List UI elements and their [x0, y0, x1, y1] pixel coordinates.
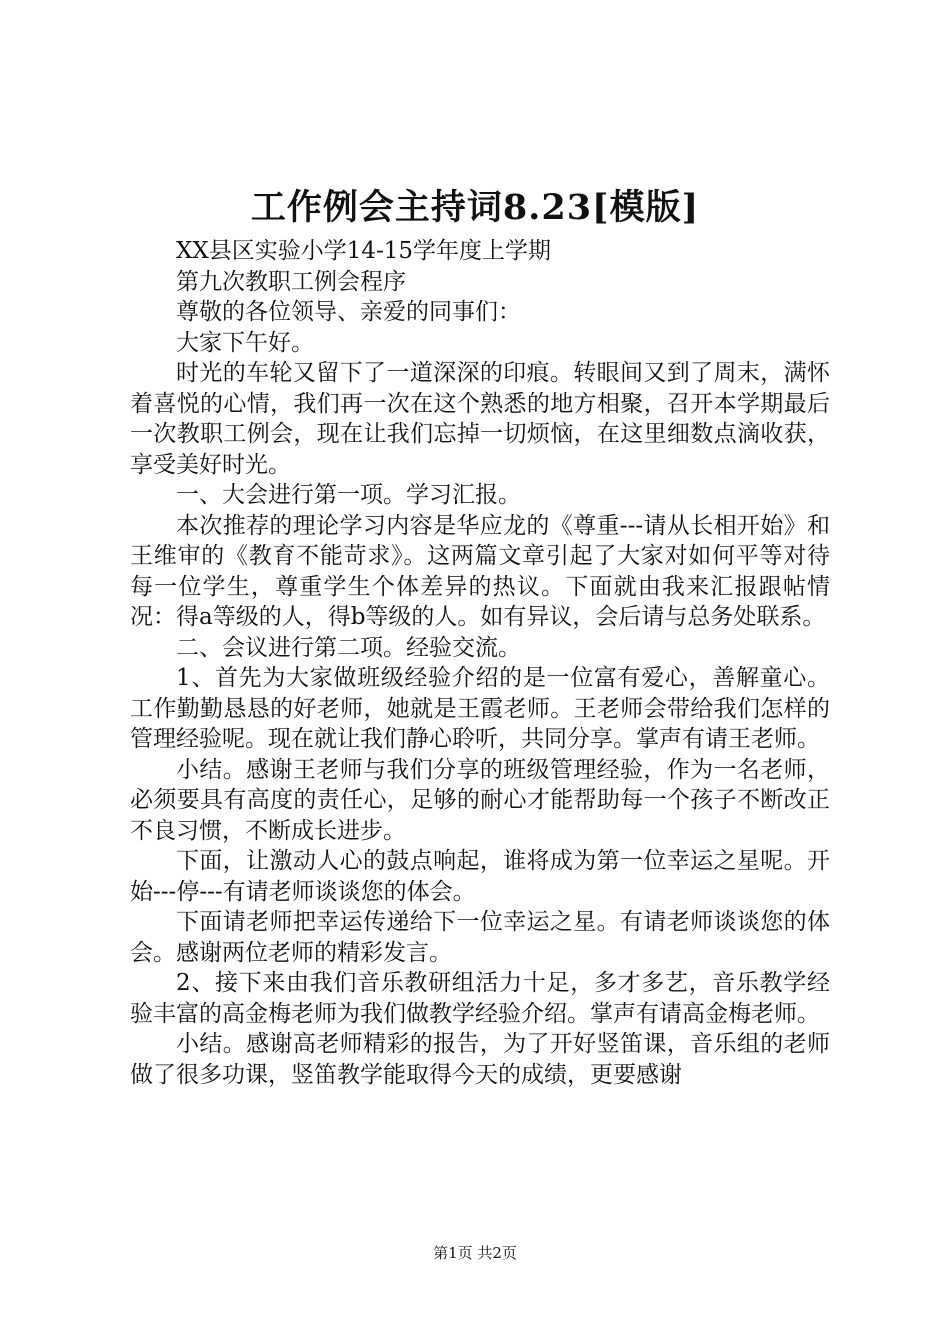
paragraph: 大家下午好。 [176, 329, 314, 356]
paragraph: 尊敬的各位领导、亲爱的同事们： [176, 299, 521, 325]
paragraph: 第九次教职工例会程序 [176, 268, 406, 295]
document-body [130, 236, 830, 1090]
paragraph: XX县区实验小学14-15学年度上学期 [176, 238, 552, 264]
paragraph: 时光的车轮又留下了一道深深的印痕。转眼间又到了周末，满怀着喜悦的心情，我们再一次在这个熟悉的地方相聚，召开本学期最后一次教职工例会，现在让我们忘掉一切烦恼，在这里细数点滴收获，享受美好时光。 [130, 360, 830, 478]
paragraph: 一、大会进行第一项。学习汇报。 [176, 482, 521, 508]
paragraph: 小结。感谢王老师与我们分享的班级管理经验，作为一名老师，必须要具有高度的责任心，足够的耐心才能帮助每一个孩子不断改正不良习惯，不断成长进步。 [130, 756, 830, 844]
paragraph: 本次推荐的理论学习内容是华应龙的《尊重---请从长相开始》和王维审的《教育不能苛求》。这两篇文章引起了大家对如何平等对待每一位学生，尊重学生个体差异的热议。下面就由我来汇报跟帖情况：得a等级的人，得b等级的人。如有异议，会后请与总务处联系。 [130, 512, 830, 630]
paragraph: 1、首先为大家做班级经验介绍的是一位富有爱心，善解童心。工作勤勤恳恳的好老师，她就是王霞老师。王老师会带给我们怎样的管理经验呢。现在就让我们静心聆听，共同分享。掌声有请王老师。 [130, 665, 830, 752]
paragraph: 2、接下来由我们音乐教研组活力十足，多才多艺，音乐教学经验丰富的高金梅老师为我们做教学经验介绍。掌声有请高金梅老师。 [130, 970, 830, 1027]
paragraph: 小结。感谢高老师精彩的报告，为了开好竖笛课，音乐组的老师做了很多功课，竖笛教学能取得今天的成绩，更要感谢 [130, 1031, 830, 1088]
page-footer: 第1页 共2页 [433, 1244, 517, 1262]
paragraph: 下面，让激动人心的鼓点响起，谁将成为第一位幸运之星呢。开始---停---有请老师谈谈您的体会。 [130, 848, 830, 905]
document-title: 工作例会主持词8.23[模版] [250, 187, 700, 228]
paragraph: 二、会议进行第二项。经验交流。 [176, 634, 521, 661]
paragraph: 下面请老师把幸运传递给下一位幸运之星。有请老师谈谈您的体会。感谢两位老师的精彩发言。 [130, 909, 830, 966]
